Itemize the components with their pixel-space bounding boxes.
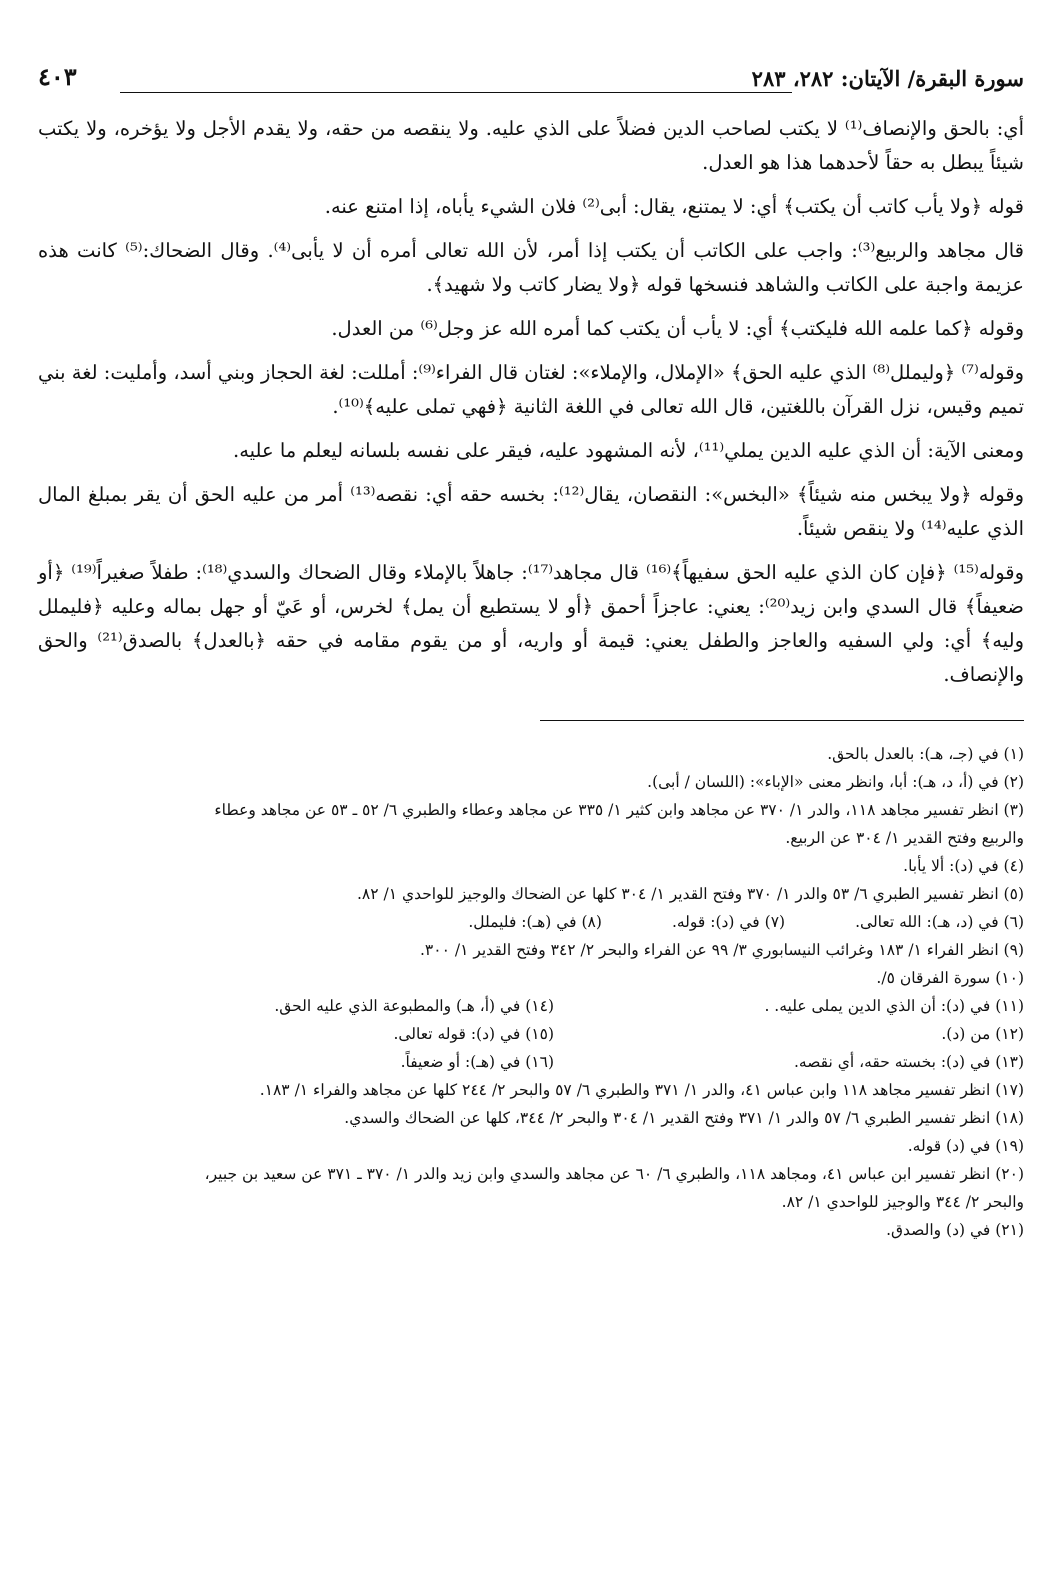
footnote: (٩) انظر الفراء ١/ ١٨٣ وغرائب النيسابوري ٣/ ٩٩ عن الفراء والبحر ٢/ ٣٤٢ وفتح القدير ١/ ٣٠٠. (419, 941, 1024, 959)
footnote-row (38, 1021, 1024, 1047)
footnote: (١٠) سورة الفرقان ٥/. (876, 969, 1024, 987)
footnote-row (38, 993, 1024, 1019)
footnote-continuation: والبحر ٢/ ٣٤٤ والوجيز للواحدي ١/ ٨٢. (781, 1193, 1024, 1211)
header-rule (120, 92, 792, 93)
footnote: (٥) انظر تفسير الطبري ٦/ ٥٣ والدر ١/ ٣٧٠ وفتح القدير ١/ ٣٠٤ كلها عن الضحاك والوجيز للواحدي ١/ ٨٢. (356, 885, 1024, 903)
footnote: (١٣) في (د): بخسته حقه، أي نقصه. (793, 1053, 1024, 1071)
paragraph: ومعنى الآية: أن الذي عليه الدين يملي⁽¹¹⁾، لأنه المشهود عليه، فيقر على نفسه بلسانه ليعلم ما عليه. (233, 439, 1024, 462)
footnote: (٢٠) انظر تفسير ابن عباس ٤١، ومجاهد ١١٨، والطبري ٦/ ٦٠ عن مجاهد والسدي وابن زيد والدر ١/ ٣٧٠ ـ ٣٧١ عن سعيد بن جبير، (204, 1165, 1024, 1183)
footnotes (38, 741, 1024, 1243)
footnote-row (38, 1049, 1024, 1075)
page-header (38, 62, 1024, 98)
footnote: (١٢) من (د). (941, 1025, 1024, 1043)
footnote: (٦) في (د، هـ): الله تعالى. (855, 913, 1024, 931)
footnote: (٢) في (أ، د، هـ): أبا، وانظر معنى «الإباء»: (اللسان / أبى). (647, 773, 1024, 791)
footnote: (١٨) انظر تفسير الطبري ٦/ ٥٧ والدر ١/ ٣٧١ وفتح القدير ١/ ٣٠٤ والبحر ٢/ ٣٤٤، كلها عن الضحاك والسدي. (344, 1109, 1024, 1127)
footnote: (١١) في (د): أن الذي الدين يملى عليه. . (764, 997, 1024, 1015)
paragraph: وقوله⁽⁷⁾ ﴿وليملل⁽⁸⁾ الذي عليه الحق﴾ «الإملال، والإملاء»: لغتان قال الفراء⁽⁹⁾: أمللت: لغة الحجاز وبني أسد، وأمليت: لغة بني تميم وقيس، نزل القرآن باللغتين، قال الله تعالى في اللغة الثانية ﴿فهي تملى عليه﴾⁽¹⁰⁾. (38, 361, 1024, 418)
paragraph: وقوله⁽¹⁵⁾ ﴿فإن كان الذي عليه الحق سفيهاً﴾⁽¹⁶⁾ قال مجاهد⁽¹⁷⁾: جاهلاً بالإملاء وقال الضحاك والسدي⁽¹⁸⁾: طفلاً صغيراً⁽¹⁹⁾ ﴿أو ضعيفاً﴾ قال السدي وابن زيد⁽²⁰⁾: يعني: عاجزاً أحمق ﴿أو لا يستطيع أن يمل﴾ لخرس، أو عَيّ أو جهل بماله وعليه ﴿فليملل وليه﴾ أي: ولي السفيه والعاجز والطفل يعني: قيمة أو واريه، أو من يقوم مقامه في حقه ﴿بالعدل﴾ بالصدق⁽²¹⁾ والحق والإنصاف. (38, 561, 1025, 686)
footnote: (١٥) في (د): قوله تعالى. (393, 1025, 554, 1043)
footnote: (١٩) في (د) قوله. (907, 1137, 1024, 1155)
footnote: (٢١) في (د) والصدق. (886, 1221, 1024, 1239)
footnote-continuation: والربيع وفتح القدير ١/ ٣٠٤ عن الربيع. (785, 829, 1024, 847)
main-text (38, 112, 1024, 692)
footnote-row (38, 909, 1024, 935)
footnote: (١) في (جـ، هـ): بالعدل بالحق. (827, 745, 1024, 763)
paragraph: أي: بالحق والإنصاف⁽¹⁾ لا يكتب لصاحب الدين فضلاً على الذي عليه. ولا ينقصه من حقه، ولا يقدم الأجل ولا يؤخره، ولا يكتب شيئاً يبطل به حقاً لأحدهما هذا هو العدل. (38, 117, 1024, 174)
footnote: (٨) في (هـ): فليملل. (468, 913, 602, 931)
running-title: سورة البقرة/ الآيتان: ٢٨٢، ٢٨٣ (751, 66, 1024, 91)
footnote: (٣) انظر تفسير مجاهد ١١٨، والدر ١/ ٣٧٠ عن مجاهد وابن كثير ١/ ٣٣٥ عن مجاهد وعطاء والطبري ٦/ ٥٢ ـ ٥٣ عن مجاهد وعطاء (214, 801, 1024, 819)
paragraph: قوله ﴿ولا يأب كاتب أن يكتب﴾ أي: لا يمتنع، يقال: أبى⁽²⁾ فلان الشيء يأباه، إذا امتنع عنه. (324, 195, 1024, 218)
page-number: ٤٠٣ (38, 62, 77, 91)
footnote: (١٤) في (أ، هـ) والمطبوعة الذي عليه الحق. (274, 997, 554, 1015)
paragraph: قال مجاهد والربيع⁽³⁾: واجب على الكاتب أن يكتب إذا أمر، لأن الله تعالى أمره أن لا يأبى⁽⁴⁾. وقال الضحاك:⁽⁵⁾ كانت هذه عزيمة واجبة على الكاتب والشاهد فنسخها قوله ﴿ولا يضار كاتب ولا شهيد﴾. (38, 239, 1024, 296)
footnote: (٧) في (د): قوله. (671, 913, 786, 931)
footnote-separator (540, 720, 1024, 721)
document-page (38, 62, 1024, 1245)
footnote: (١٦) في (هـ): أو ضعيفاً. (400, 1053, 554, 1071)
footnote: (١٧) انظر تفسير مجاهد ١١٨ وابن عباس ٤١، والدر ١/ ٣٧١ والطبري ٦/ ٥٧ والبحر ٢/ ٢٤٤ كلها عن مجاهد والفراء ١/ ١٨٣. (259, 1081, 1024, 1099)
footnote: (٤) في (د): ألا يأبا. (903, 857, 1024, 875)
paragraph: وقوله ﴿ولا يبخس منه شيئاً﴾ «البخس»: النقصان، يقال⁽¹²⁾: بخسه حقه أي: نقصه⁽¹³⁾ أمر من عليه الحق أن يقر بمبلغ المال الذي عليه⁽¹⁴⁾ ولا ينقص شيئاً. (38, 483, 1024, 540)
paragraph: وقوله ﴿كما علمه الله فليكتب﴾ أي: لا يأب أن يكتب كما أمره الله عز وجل⁽⁶⁾ من العدل. (331, 317, 1024, 340)
